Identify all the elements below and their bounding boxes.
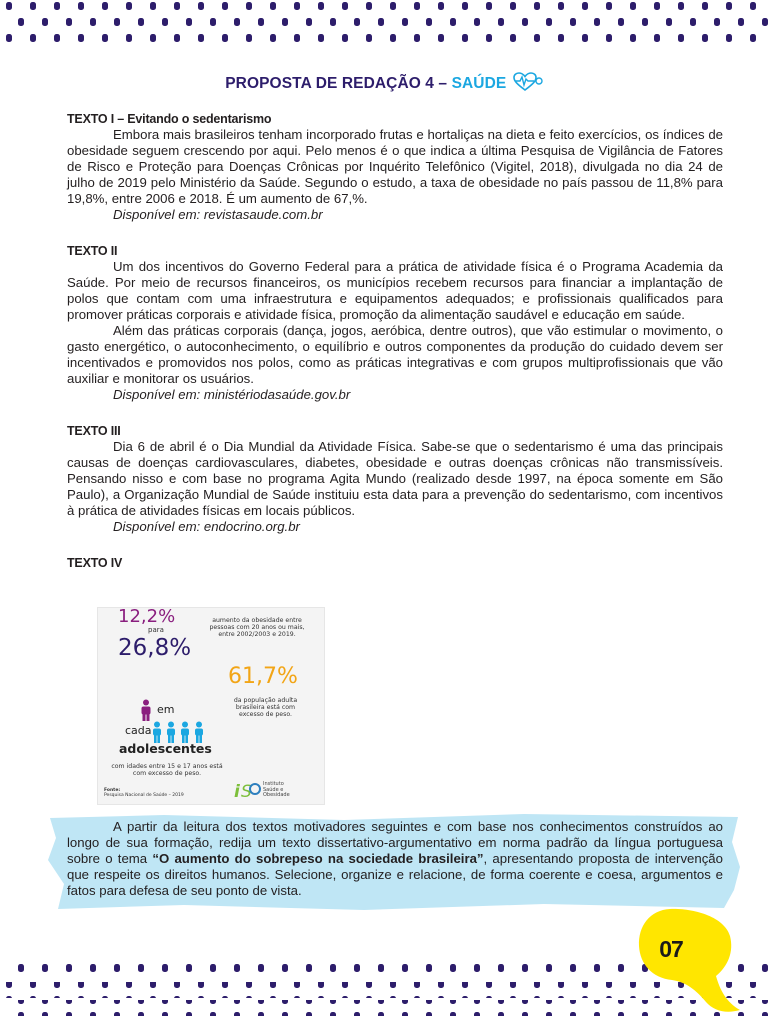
essay-prompt: [67, 819, 723, 899]
logo-line: Obesidade: [263, 792, 290, 798]
texto-paragraph: Um dos incentivos do Governo Federal para a prática de atividade física é o Programa Academia da Saúde. Por meio de recursos financeiros, os municípios recebem recursos para financiar a implantação de polos que contam com uma infraestrutura e equipamentos adequados; e profissionais qualificados para promover práticas corporais e atividade física, promoção da alimentação saudável e educação em saúde.: [67, 259, 723, 322]
source-label: Fonte:: [104, 788, 121, 793]
heart-pulse-icon: [513, 72, 543, 92]
texto-source: Disponível em: endocrino.org.br: [113, 519, 300, 534]
logo-text: [263, 782, 290, 799]
page-title: [0, 72, 768, 93]
svg-text:S: S: [241, 782, 252, 801]
top-dot-pattern: [0, 0, 768, 50]
word-em: em: [157, 703, 175, 716]
texto-source: Disponível em: revistasaude.com.br: [113, 207, 323, 222]
texto-heading: TEXTO III: [67, 424, 121, 438]
page-number: 07: [659, 936, 683, 962]
adult-description: da população adulta brasileira está com excesso de peso.: [233, 697, 298, 718]
logo-line: Saúde e: [263, 786, 284, 793]
texto-paragraph: Embora mais brasileiros tenham incorporado frutas e hortaliças na dieta e feito exercícios, os índices de obesidade seguem crescendo por aqui. Pelo menos é o que indica a última Pesquisa de Vigilância de Fatores de Risco e Proteção para Doenças Crônicas por Inquérito Telefônico (Vigitel, 2018), divulgada no dia 24 de julho de 2019 pelo Ministério da Saúde. Segundo o estudo, a taxa de obesidade no país passou de 11,8% para 19,8%, entre 2006 e 2018. É um aumento de 67,%.: [67, 127, 723, 206]
infographic-source: [104, 788, 184, 798]
texto-3: [67, 423, 723, 535]
dot-pattern-graphic: [0, 0, 768, 50]
teen-description: com idades entre 15 e 17 anos está com excesso de peso.: [111, 763, 223, 777]
stat-to: 26,8%: [118, 635, 192, 661]
obesity-infographic: [97, 607, 325, 805]
prompt-text-before: A partir da leitura dos textos motivadores seguintes e com base nos conhecimentos construídos ao longo de sua formação, redija um texto dissertativo-argumentativo em norma padrão da língua portuguesa sobre o tema: [67, 819, 723, 866]
stat-adult: 61,7%: [228, 664, 298, 689]
word-cada: cada: [125, 724, 152, 737]
texto-4: [67, 555, 723, 571]
stat-description: aumento da obesidade entre pessoas com 20 anos ou mais, entre 2002/2003 e 2019.: [209, 617, 305, 638]
texto-paragraph: Além das práticas corporais (dança, jogos, aeróbica, dentre outros), que vão estimular o movimento, o gasto energético, o autoconhecimento, o equilíbrio e outros componentes da produção do cuidado devem ser incentivados e promovidos nos polos, como as práticas integrativas e com grupos multiprofissionais que vão auxiliar e monitorar os usuários.: [67, 323, 723, 386]
prompt-text-after: , apresentando proposta de intervenção que respeite os direitos humanos. Selecione, organize e relacione, de forma coerente e coesa, argumentos e fatos para defesa de seu ponto de vista.: [67, 851, 723, 898]
texto-1: [67, 111, 723, 223]
texto-heading: TEXTO II: [67, 244, 118, 258]
title-main: PROPOSTA DE REDAÇÃO 4 –: [225, 75, 452, 92]
stat-from: 12,2%: [118, 607, 176, 627]
source-value: Pesquisa Nacional de Saúde – 2019: [104, 793, 184, 798]
texto-source: Disponível em: ministériodasaúde.gov.br: [113, 387, 351, 402]
motivating-texts: [67, 111, 723, 591]
word-adolescentes: adolescentes: [119, 741, 212, 756]
prompt-paragraph: [67, 819, 723, 899]
title-accent: SAÚDE: [451, 75, 507, 92]
svg-text:i: i: [234, 782, 240, 801]
logo-line: Instituto: [263, 781, 284, 787]
stat-connector: para: [148, 626, 164, 634]
texto-2: [67, 243, 723, 403]
prompt-theme: “O aumento do sobrepeso na sociedade brasileira”: [152, 851, 484, 866]
person-purple-icon: [139, 699, 153, 721]
texto-paragraph: Dia 6 de abril é o Dia Mundial da Atividade Física. Sabe-se que o sedentarismo é uma das principais causas de doenças cardiovasculares, diabetes, obesidade e outras doenças crônicas não transmissíveis. Pensando nisso e com base no programa Agita Mundo (realizado desde 1997, na época somente em São Paulo), a Organização Mundial de Saúde instituiu esta data para a prevenção do sedentarismo, com incentivos à prática de atividades físicas em locais públicos.: [67, 439, 723, 518]
texto-heading: TEXTO IV: [67, 556, 123, 570]
instituto-logo-icon: [233, 779, 261, 801]
texto-heading: TEXTO I – Evitando o sedentarismo: [67, 112, 272, 126]
people-group-icon: [151, 721, 207, 743]
